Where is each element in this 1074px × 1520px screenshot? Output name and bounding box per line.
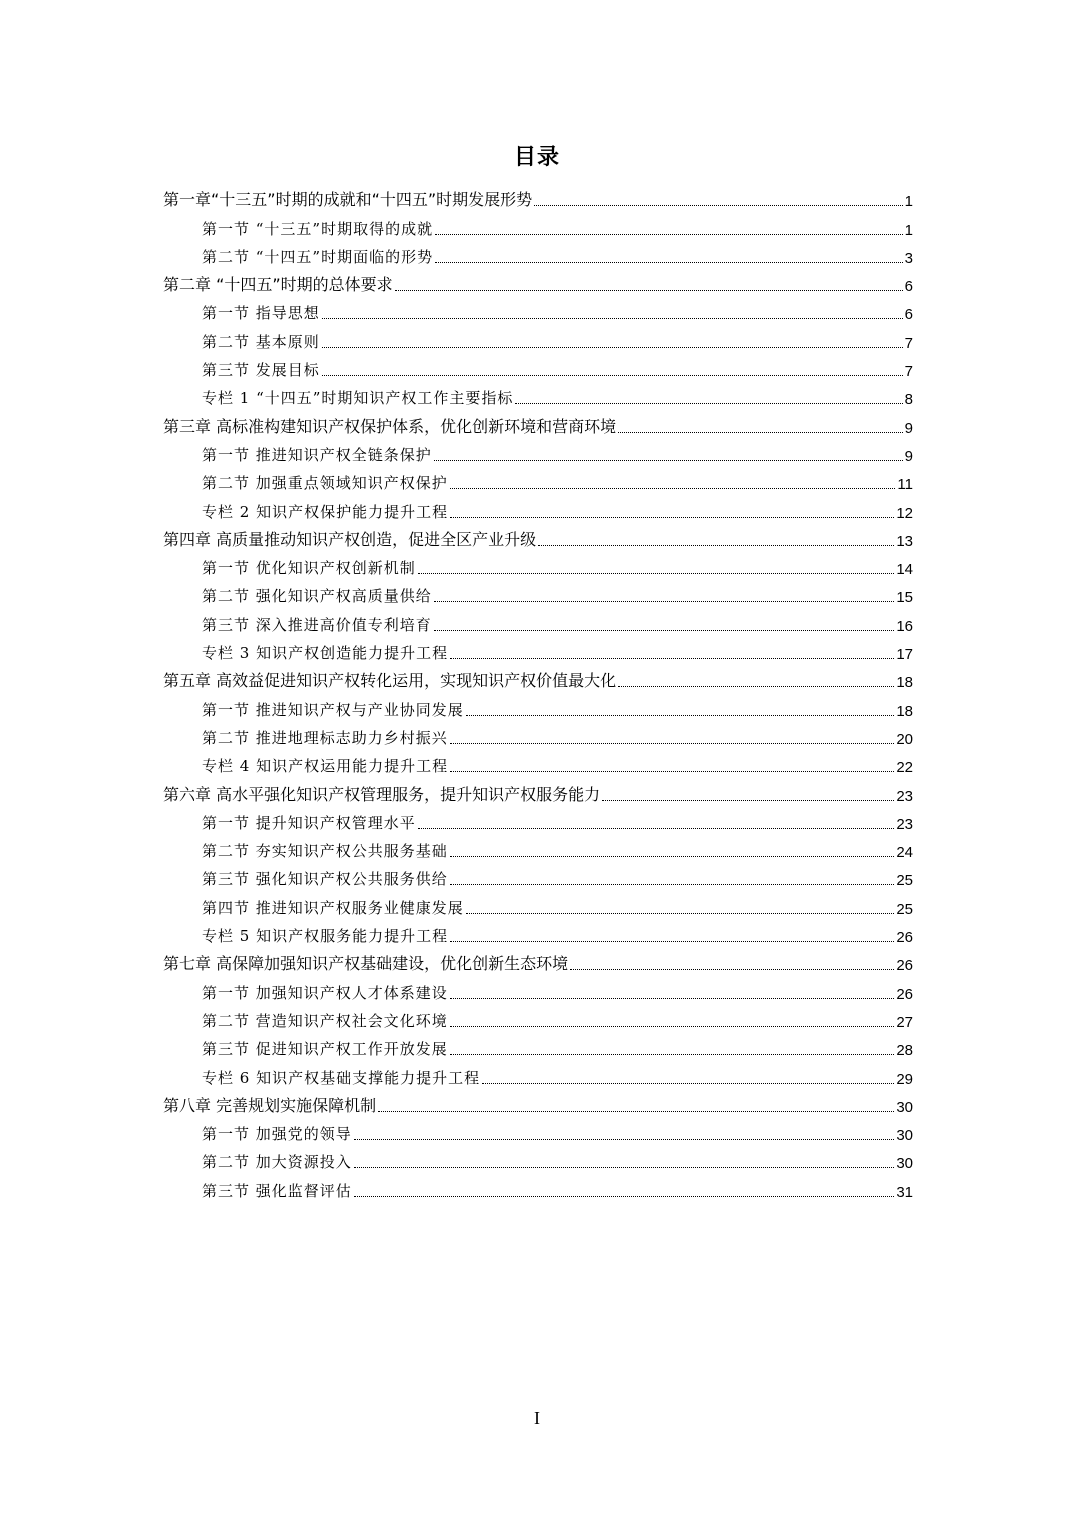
- toc-section-entry[interactable]: [163, 922, 913, 950]
- toc-chapter-entry[interactable]: [163, 271, 913, 299]
- toc-section-entry[interactable]: [163, 299, 913, 327]
- toc-page-number: 15: [896, 589, 913, 607]
- dot-leader: [435, 234, 903, 235]
- dot-leader: [618, 432, 903, 433]
- toc-entry-text: 第三节 深入推进高价值专利培育: [202, 615, 432, 634]
- toc-page-number: 12: [896, 504, 913, 522]
- toc-entry-text: 第四章 高质量推动知识产权创造，促进全区产业升级: [163, 529, 537, 549]
- toc-page-number: 24: [896, 844, 913, 862]
- toc-section-entry[interactable]: [163, 1120, 913, 1148]
- toc-entry-text: 第二节 强化知识产权高质量供给: [202, 587, 432, 606]
- toc-page-number: 30: [896, 1127, 913, 1145]
- toc-section-entry[interactable]: [163, 582, 913, 610]
- toc-page-number: 17: [896, 646, 913, 664]
- dot-leader: [354, 1167, 895, 1168]
- toc-page-number: 25: [896, 872, 913, 890]
- toc-page-number: 31: [896, 1183, 913, 1201]
- dot-leader: [434, 630, 895, 631]
- dot-leader: [322, 375, 903, 376]
- toc-page-number: 20: [896, 730, 913, 748]
- toc-page-number: 26: [896, 957, 913, 975]
- dot-leader: [434, 460, 903, 461]
- toc-entry-text: 第二节 营造知识产权社会文化环境: [202, 1011, 448, 1030]
- toc-section-entry[interactable]: [163, 610, 913, 638]
- dot-leader: [534, 205, 902, 206]
- toc-entry-text: 第二节 加大资源投入: [202, 1153, 352, 1172]
- toc-entry-text: 专栏 5 知识产权服务能力提升工程: [202, 927, 449, 946]
- toc-entry-text: 第八章 完善规划实施保障机制: [163, 1095, 377, 1115]
- toc-chapter-entry[interactable]: [163, 950, 913, 978]
- toc-page-number: 18: [896, 674, 913, 692]
- toc-entry-text: 第一节 加强知识产权人才体系建设: [202, 983, 448, 1002]
- toc-page-number: 30: [896, 1155, 913, 1173]
- toc-entry-text: 专栏 2 知识产权保护能力提升工程: [202, 502, 449, 521]
- toc-section-entry[interactable]: [163, 809, 913, 837]
- toc-chapter-entry[interactable]: [163, 780, 913, 808]
- toc-chapter-entry[interactable]: [163, 526, 913, 554]
- toc-page-number: 8: [904, 391, 913, 409]
- toc-entry-text: 第四节 推进知识产权服务业健康发展: [202, 898, 464, 917]
- dot-leader: [450, 743, 895, 744]
- toc-section-entry[interactable]: [163, 893, 913, 921]
- dot-leader: [450, 884, 895, 885]
- toc-page-number: 30: [896, 1098, 913, 1116]
- toc-page-number: 11: [897, 476, 913, 494]
- dot-leader: [450, 517, 894, 518]
- dot-leader: [450, 658, 894, 659]
- toc-page-number: 6: [904, 278, 913, 296]
- dot-leader: [450, 941, 894, 942]
- toc-section-entry[interactable]: [163, 497, 913, 525]
- toc-section-entry[interactable]: [163, 1148, 913, 1176]
- dot-leader: [395, 290, 903, 291]
- toc-entry-text: 第一节 推进知识产权与产业协同发展: [202, 700, 464, 719]
- toc-entry-text: 第一节 加强党的领导: [202, 1125, 352, 1144]
- toc-section-entry[interactable]: [163, 243, 913, 271]
- toc-section-entry[interactable]: [163, 356, 913, 384]
- toc-entry-text: 专栏 6 知识产权基础支撑能力提升工程: [202, 1068, 481, 1087]
- toc-section-entry[interactable]: [163, 469, 913, 497]
- toc-page-number: 13: [896, 532, 913, 550]
- table-of-contents: [163, 186, 913, 1205]
- toc-entry-text: 第二节 推进地理标志助力乡村振兴: [202, 728, 448, 747]
- toc-entry-text: 第二节 夯实知识产权公共服务基础: [202, 842, 448, 861]
- page-number: I: [534, 1408, 540, 1428]
- toc-section-entry[interactable]: [163, 384, 913, 412]
- dot-leader: [435, 262, 903, 263]
- dot-leader: [570, 969, 894, 970]
- toc-page-number: 27: [896, 1013, 913, 1031]
- toc-section-entry[interactable]: [163, 724, 913, 752]
- toc-section-entry[interactable]: [163, 1176, 913, 1204]
- toc-entry-text: 专栏 3 知识产权创造能力提升工程: [202, 644, 449, 663]
- toc-page-number: 7: [904, 363, 913, 381]
- toc-entry-text: 第一节 提升知识产权管理水平: [202, 813, 416, 832]
- toc-entry-text: 专栏 4 知识产权运用能力提升工程: [202, 757, 449, 776]
- toc-title: 目录: [513, 145, 560, 170]
- toc-page-number: 1: [904, 193, 913, 211]
- dot-leader: [618, 686, 894, 687]
- toc-section-entry[interactable]: [163, 865, 913, 893]
- toc-entry-text: 第一节 推进知识产权全链条保护: [202, 445, 432, 464]
- toc-section-entry[interactable]: [163, 639, 913, 667]
- dot-leader: [450, 1026, 895, 1027]
- toc-entry-text: 第一节 优化知识产权创新机制: [202, 559, 416, 578]
- toc-page-number: 22: [896, 759, 913, 777]
- toc-entry-text: 第三节 强化监督评估: [202, 1181, 352, 1200]
- toc-entry-text: 第二节 加强重点领域知识产权保护: [202, 474, 448, 493]
- dot-leader: [378, 1111, 894, 1112]
- dot-leader: [450, 771, 894, 772]
- dot-leader: [466, 913, 895, 914]
- dot-leader: [515, 403, 902, 404]
- toc-page-number: 23: [896, 787, 913, 805]
- toc-page-number: 28: [896, 1042, 913, 1060]
- toc-entry-text: 第二章 “十四五”时期的总体要求: [163, 275, 393, 295]
- dot-leader: [322, 318, 903, 319]
- toc-section-entry[interactable]: [163, 441, 913, 469]
- toc-page-number: 9: [904, 447, 913, 465]
- toc-page-number: 7: [904, 334, 913, 352]
- toc-chapter-entry[interactable]: [163, 412, 913, 440]
- toc-entry-text: 第七章 高保障加强知识产权基础建设，优化创新生态环境: [163, 954, 569, 974]
- dot-leader: [466, 715, 895, 716]
- dot-leader: [450, 488, 896, 489]
- dot-leader: [354, 1196, 895, 1197]
- toc-page-number: 1: [904, 221, 913, 239]
- dot-leader: [418, 573, 895, 574]
- toc-chapter-entry[interactable]: [163, 1092, 913, 1120]
- toc-section-entry[interactable]: [163, 978, 913, 1006]
- toc-entry-text: 第三节 发展目标: [202, 361, 320, 380]
- toc-chapter-entry[interactable]: [163, 186, 913, 214]
- toc-section-entry[interactable]: [163, 752, 913, 780]
- toc-entry-text: 第一章“十三五”时期的成就和“十四五”时期发展形势: [163, 190, 533, 210]
- toc-section-entry[interactable]: [163, 214, 913, 242]
- toc-entry-text: 第六章 高水平强化知识产权管理服务，提升知识产权服务能力: [163, 784, 601, 804]
- dot-leader: [354, 1139, 895, 1140]
- toc-section-entry[interactable]: [163, 554, 913, 582]
- toc-page-number: 25: [896, 900, 913, 918]
- toc-chapter-entry[interactable]: [163, 667, 913, 695]
- toc-page-number: 29: [896, 1070, 913, 1088]
- dot-leader: [322, 347, 903, 348]
- toc-entry-text: 第二节 基本原则: [202, 332, 320, 351]
- dot-leader: [450, 998, 895, 999]
- toc-entry-text: 第三章 高标准构建知识产权保护体系，优化创新环境和营商环境: [163, 416, 617, 436]
- toc-page-number: 9: [904, 419, 913, 437]
- toc-entry-text: 专栏 1 “十四五”时期知识产权工作主要指标: [202, 389, 514, 408]
- toc-entry-text: 第五章 高效益促进知识产权转化运用，实现知识产权价值最大化: [163, 671, 617, 691]
- toc-page-number: 3: [904, 249, 913, 267]
- toc-entry-text: 第一节 “十三五”时期取得的成就: [202, 219, 434, 238]
- dot-leader: [418, 828, 895, 829]
- dot-leader: [450, 1054, 895, 1055]
- dot-leader: [434, 601, 895, 602]
- toc-section-entry[interactable]: [163, 1035, 913, 1063]
- toc-page-number: 6: [904, 306, 913, 324]
- toc-page-number: 18: [896, 702, 913, 720]
- dot-leader: [482, 1083, 894, 1084]
- toc-page-number: 26: [896, 929, 913, 947]
- toc-page-number: 26: [896, 985, 913, 1003]
- toc-section-entry[interactable]: [163, 695, 913, 723]
- toc-section-entry[interactable]: [163, 1063, 913, 1091]
- toc-entry-text: 第三节 强化知识产权公共服务供给: [202, 870, 448, 889]
- toc-page-number: 16: [896, 617, 913, 635]
- toc-entry-text: 第一节 指导思想: [202, 304, 320, 323]
- dot-leader: [538, 545, 894, 546]
- toc-section-entry[interactable]: [163, 327, 913, 355]
- dot-leader: [602, 800, 894, 801]
- toc-section-entry[interactable]: [163, 1007, 913, 1035]
- toc-entry-text: 第三节 促进知识产权工作开放发展: [202, 1040, 448, 1059]
- dot-leader: [450, 856, 895, 857]
- toc-section-entry[interactable]: [163, 837, 913, 865]
- toc-entry-text: 第二节 “十四五”时期面临的形势: [202, 247, 434, 266]
- toc-page-number: 14: [896, 561, 913, 579]
- toc-page-number: 23: [896, 815, 913, 833]
